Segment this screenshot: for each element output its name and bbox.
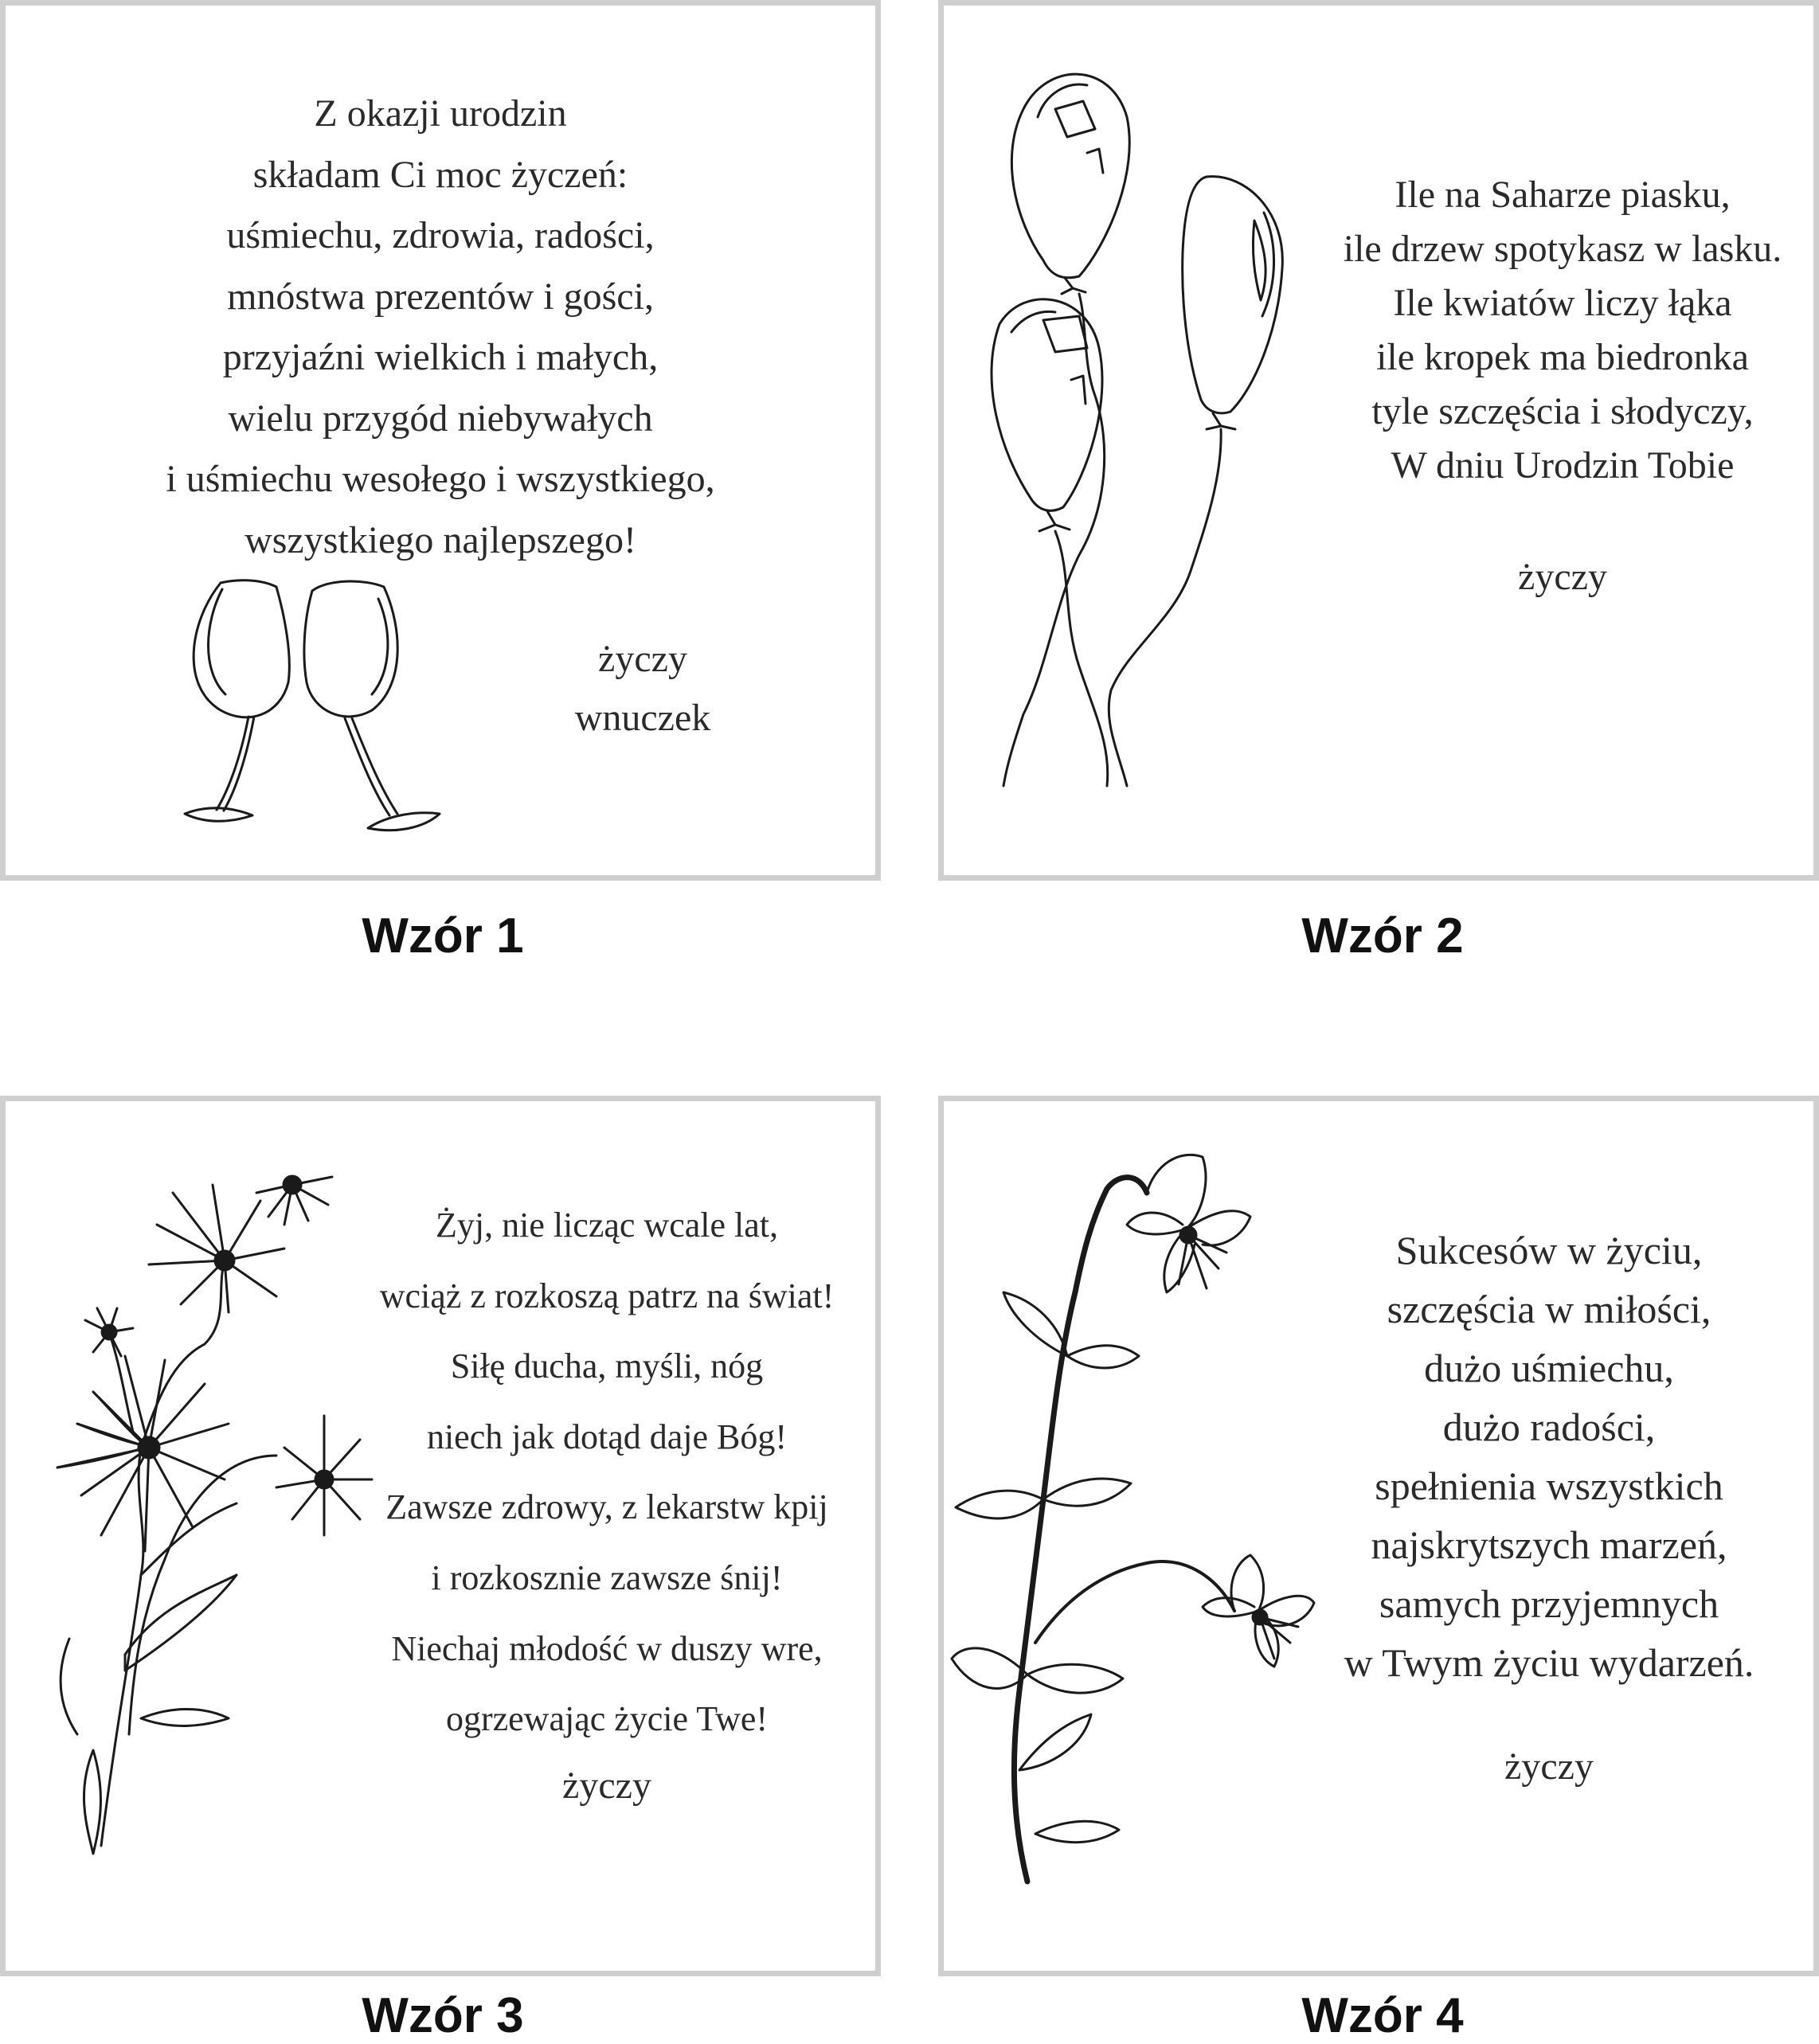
- poem-line: mnóstwa prezentów i gości,: [227, 275, 654, 318]
- balloons-icon: [968, 61, 1302, 794]
- poem-line: dużo uśmiechu,: [1424, 1346, 1674, 1390]
- card-3: [0, 1096, 881, 1976]
- poem-line: i uśmiechu wesołego i wszystkiego,: [166, 458, 715, 500]
- poem-text: [1294, 1221, 1804, 1692]
- signature-line: życzy: [598, 638, 687, 680]
- poem-line: tyle szczęścia i słodyczy,: [1371, 390, 1754, 432]
- poem-line: ile drzew spotykasz w lasku.: [1343, 228, 1782, 270]
- card-2-label: Wzór 2: [1301, 909, 1464, 963]
- poem-line: wielu przygód niebywałych: [228, 397, 653, 440]
- poem-line: w Twym życiu wydarzeń.: [1344, 1640, 1754, 1685]
- card-4-label: Wzór 4: [1301, 1988, 1464, 2043]
- poem-text: [1308, 168, 1817, 493]
- card-1: [0, 0, 881, 881]
- card-4: [938, 1096, 1819, 1976]
- poem-line: niech jak dotąd daje Bóg!: [426, 1417, 788, 1456]
- wine-glasses-icon: [173, 575, 475, 838]
- signature-line: życzy: [1504, 1745, 1594, 1788]
- poem-line: Ile kwiatów liczy łąka: [1393, 282, 1732, 324]
- poem-line: Z okazji urodzin: [314, 92, 567, 135]
- poem-line: Zawsze zdrowy, z lekarstw kpij: [385, 1487, 828, 1527]
- poem-line: wszystkiego najlepszego!: [244, 518, 636, 561]
- poem-text: [340, 1190, 874, 1755]
- poem-text: [6, 84, 875, 571]
- poem-line: wciąż z rozkoszą patrz na świat!: [379, 1276, 835, 1315]
- signature-line: życzy: [1518, 556, 1607, 598]
- poem-line: Żyj, nie licząc wcale lat,: [436, 1206, 778, 1245]
- poem-line: i rozkosznie zawsze śnij!: [431, 1557, 783, 1597]
- signature: [1406, 1740, 1692, 1794]
- daisy-flowers-icon: [45, 1161, 380, 1878]
- signature-line: wnuczek: [574, 697, 711, 739]
- signature: [499, 630, 786, 748]
- poem-line: uśmiechu, zdrowia, radości,: [226, 214, 655, 256]
- poem-line: Siłę ducha, myśli, nóg: [450, 1346, 764, 1386]
- poem-line: samych przyjemnych: [1379, 1581, 1719, 1626]
- poem-line: ogrzewając życie Twe!: [445, 1699, 769, 1739]
- poem-line: Ile na Saharze piasku,: [1395, 174, 1731, 216]
- poem-line: przyjaźni wielkich i małych,: [222, 336, 659, 378]
- lily-flower-icon: [948, 1149, 1322, 1897]
- card-1-label: Wzór 1: [362, 909, 524, 963]
- poem-line: W dniu Urodzin Tobie: [1391, 444, 1735, 487]
- poem-line: dużo radości,: [1442, 1405, 1656, 1449]
- poem-line: spełnienia wszystkich: [1375, 1464, 1723, 1508]
- poem-line: składam Ci moc życzeń:: [252, 153, 628, 196]
- signature: [1419, 550, 1706, 604]
- poem-line: szczęścia w miłości,: [1387, 1287, 1711, 1331]
- poem-line: Sukcesów w życiu,: [1395, 1228, 1703, 1272]
- card-2: [938, 0, 1819, 881]
- poem-line: ile kropek ma biedronka: [1376, 336, 1749, 378]
- signature: [464, 1759, 750, 1813]
- card-3-label: Wzór 3: [362, 1988, 524, 2043]
- poem-line: najskrytszych marzeń,: [1371, 1522, 1727, 1567]
- signature-line: życzy: [562, 1765, 651, 1807]
- poem-line: Niechaj młodość w duszy wre,: [391, 1628, 823, 1668]
